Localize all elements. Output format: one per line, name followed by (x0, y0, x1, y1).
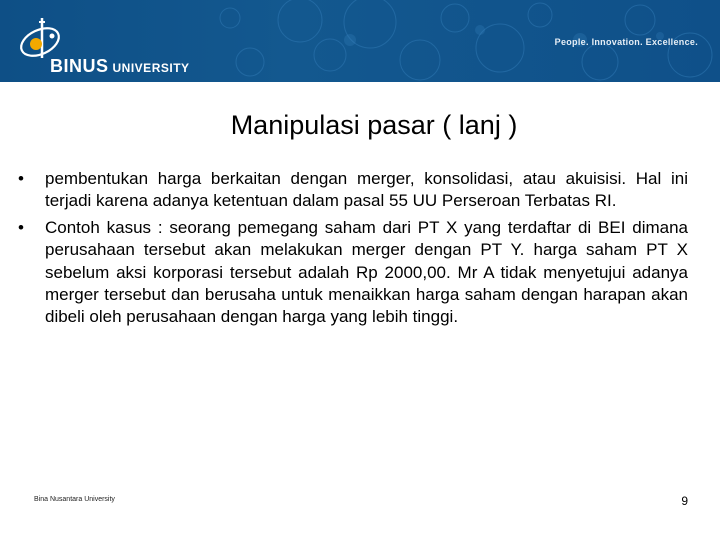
bullet-item (18, 168, 688, 213)
bullet-text: pembentukan harga berkaitan dengan merger, konsolidasi, atau akuisisi. Hal ini terjadi karena adanya ketentuan dalam pasal 55 UU Perseroan Terbatas RI. (45, 169, 688, 211)
header-band (0, 0, 720, 82)
bullet-marker: • (18, 217, 24, 237)
logo-wordmark (50, 56, 190, 77)
bullet-item (18, 217, 688, 329)
slide-content (18, 168, 688, 333)
logo-suffix: UNIVERSITY (112, 61, 190, 75)
footer-organization: Bina Nusantara University (34, 496, 115, 503)
tagline: People. Innovation. Excellence. (554, 37, 698, 47)
binus-logo (10, 10, 220, 74)
logo-brand: BINUS (50, 56, 109, 76)
bullet-marker: • (18, 169, 24, 188)
page-number: 9 (681, 494, 688, 508)
bullet-text: Contoh kasus : seorang pemegang saham dari PT X yang terdaftar di BEI dimana perusahaan tersebut akan melakukan merger dengan PT Y. harga saham PT X sebelum aksi korporasi tersebut adalah Rp 2000,00. Mr A tidak menyetujui adanya merger tersebut dan berusaha untuk menaikkan harga saham dengan harapan akan dibeli oleh perusahaan dengan harga yang lebih tinggi. (45, 217, 688, 327)
slide-title: Manipulasi pasar ( lanj ) (230, 110, 518, 140)
